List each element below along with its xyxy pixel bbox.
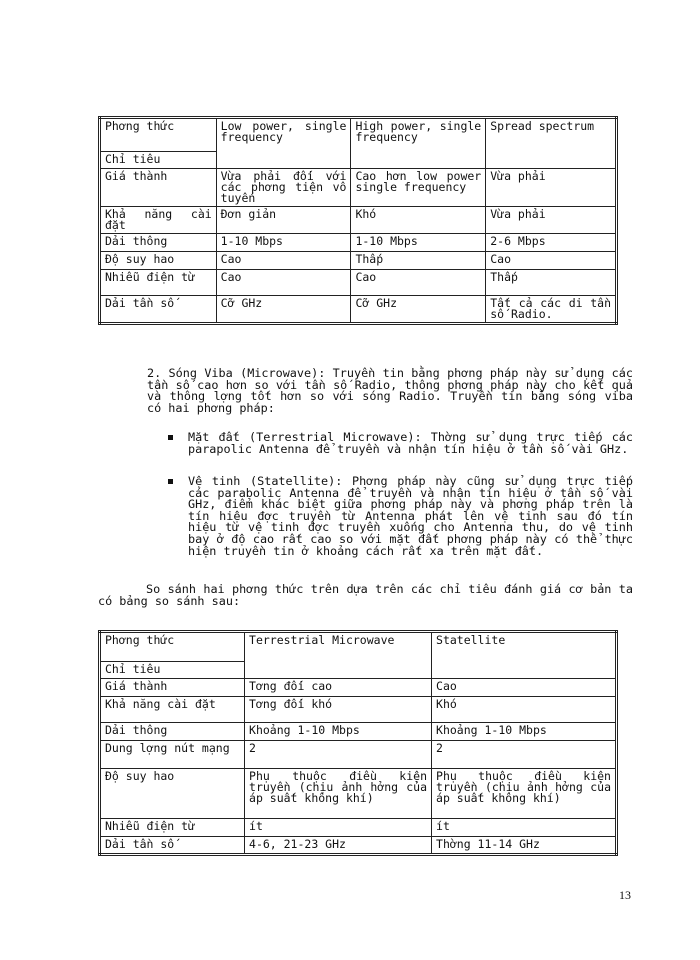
table-cell: Vừa phải đối với các phơng tiện vô tuyến bbox=[216, 169, 351, 207]
table-row bbox=[100, 270, 617, 296]
header-col-spread-spectrum: Spread spectrum bbox=[486, 118, 617, 169]
header-col-statellite: Statellite bbox=[432, 632, 617, 679]
table-cell: 2-6 Mbps bbox=[486, 234, 617, 252]
table-cell: Khó bbox=[351, 207, 486, 234]
table-cell: 2 bbox=[245, 741, 432, 769]
table-cell: Cỡ GHz bbox=[216, 296, 351, 324]
header-col-terrestrial: Terrestrial Microwave bbox=[245, 632, 432, 679]
row-label: Giá thành bbox=[100, 169, 217, 207]
header-criteria-bottom: Chỉ tiêu bbox=[100, 662, 245, 679]
table-cell: Cao bbox=[216, 252, 351, 270]
table-cell: Thấp bbox=[486, 270, 617, 296]
table-cell: Cao bbox=[216, 270, 351, 296]
row-label: Khả năng cài đặt bbox=[100, 207, 217, 234]
table-cell: Khoảng 1-10 Mbps bbox=[432, 723, 617, 741]
table-row bbox=[100, 252, 617, 270]
row-label: Khả năng cài đặt bbox=[100, 697, 245, 723]
bullet-statellite: Vệ tinh (Statellite): Phơng pháp này cũng sử dụng trực tiếp các parabolic Antenna để truyền và nhận tín hiệu ở tần số vài GHz, điểm khác biệt giữa phơng pháp này và phơng pháp trên là tín hiệu đợc truyền từ Antenna phát lên vệ tinh sau đó tín hiệu từ vệ tinh đợc truyền xuống cho Antenna thu, do vệ tinh bay ở độ cao rất cao so với mặt đất phơng pháp này có thể thực hiện truyền tin ở khoảng cách rất xa trên mặt đất. bbox=[188, 474, 633, 558]
table-cell: Khó bbox=[432, 697, 617, 723]
header-criteria-bottom: Chỉ tiêu bbox=[100, 152, 217, 169]
table-cell: 1-10 Mbps bbox=[351, 234, 486, 252]
table-cell: Vừa phải bbox=[486, 169, 617, 207]
row-label: Nhiễu điện từ bbox=[100, 270, 217, 296]
table-row bbox=[100, 837, 617, 855]
table-cell: Vừa phải bbox=[486, 207, 617, 234]
table-cell: Đơn giản bbox=[216, 207, 351, 234]
table-cell: Tơng đối cao bbox=[245, 679, 432, 697]
header-col-low-power: Low power, single frequency bbox=[216, 118, 351, 169]
table-cell: Cỡ GHz bbox=[351, 296, 486, 324]
row-label: Dung lợng nút mạng bbox=[100, 741, 245, 769]
header-criteria-top: Phơng thức bbox=[100, 118, 217, 152]
page-number: 13 bbox=[619, 888, 631, 902]
comparison-table-radio bbox=[98, 116, 618, 325]
row-label: Độ suy hao bbox=[100, 769, 245, 819]
row-label: Dải thông bbox=[100, 723, 245, 741]
table-cell: Thấp bbox=[351, 252, 486, 270]
row-label: Độ suy hao bbox=[100, 252, 217, 270]
table-header-row bbox=[100, 632, 617, 662]
square-bullet-icon bbox=[168, 479, 173, 484]
table-row bbox=[100, 769, 617, 819]
row-label: Dải tần số bbox=[100, 837, 245, 855]
row-label: Giá thành bbox=[100, 679, 245, 697]
table-cell: 4-6, 21-23 GHz bbox=[245, 837, 432, 855]
table-row bbox=[100, 234, 617, 252]
square-bullet-icon bbox=[168, 435, 173, 440]
table-row bbox=[100, 697, 617, 723]
table-cell: Cao hơn low power single frequency bbox=[351, 169, 486, 207]
table-cell: ít bbox=[245, 819, 432, 837]
table-row bbox=[100, 741, 617, 769]
comparison-intro: So sánh hai phơng thức trên dựa trên các chỉ tiêu đánh giá cơ bản ta có bảng so sánh sau: bbox=[98, 582, 633, 608]
table-cell: 2 bbox=[432, 741, 617, 769]
row-label: Nhiễu điện từ bbox=[100, 819, 245, 837]
table-row bbox=[100, 679, 617, 697]
table-cell: Phụ thuộc điều kiện truyền (chịu ảnh hởng của áp suất không khí) bbox=[245, 769, 432, 819]
comparison-table-microwave bbox=[98, 630, 618, 856]
table-row bbox=[100, 207, 617, 234]
table-cell: Cao bbox=[486, 252, 617, 270]
header-col-high-power: High power, single frequency bbox=[351, 118, 486, 169]
table-cell: Cao bbox=[432, 679, 617, 697]
item-2-microwave: 2. Sóng Viba (Microwave): Truyền tin bằng phơng pháp này sử dụng các tần số cao hơn so với tần số Radio, thông phơng pháp này cho kết quả và thông lợng tốt hơn so với sóng Radio. Truyền tin bằng sóng viba có hai phơng pháp: bbox=[147, 366, 633, 415]
bullet-terrestrial: Mặt đất (Terrestrial Microwave): Thờng sử dụng trực tiếp các parapolic Antenna để truyền và nhận tín hiệu ở tần số vài GHz. bbox=[188, 430, 633, 456]
table-cell: Tơng đối khó bbox=[245, 697, 432, 723]
table-row bbox=[100, 296, 617, 324]
table-header-row bbox=[100, 118, 617, 152]
row-label: Dải tần số bbox=[100, 296, 217, 324]
table-row bbox=[100, 819, 617, 837]
table-cell: Khoảng 1-10 Mbps bbox=[245, 723, 432, 741]
table-cell: Thờng 11-14 GHz bbox=[432, 837, 617, 855]
header-criteria-top: Phơng thức bbox=[100, 632, 245, 662]
table-cell: ít bbox=[432, 819, 617, 837]
table-row bbox=[100, 723, 617, 741]
table-cell: Phụ thuộc điều kiện truyền (chịu ảnh hởng của áp suất không khí) bbox=[432, 769, 617, 819]
table-cell: 1-10 Mbps bbox=[216, 234, 351, 252]
row-label: Dải thông bbox=[100, 234, 217, 252]
table-cell: Cao bbox=[351, 270, 486, 296]
table-row bbox=[100, 169, 617, 207]
table-cell: Tất cả các di tần số Radio. bbox=[486, 296, 617, 324]
